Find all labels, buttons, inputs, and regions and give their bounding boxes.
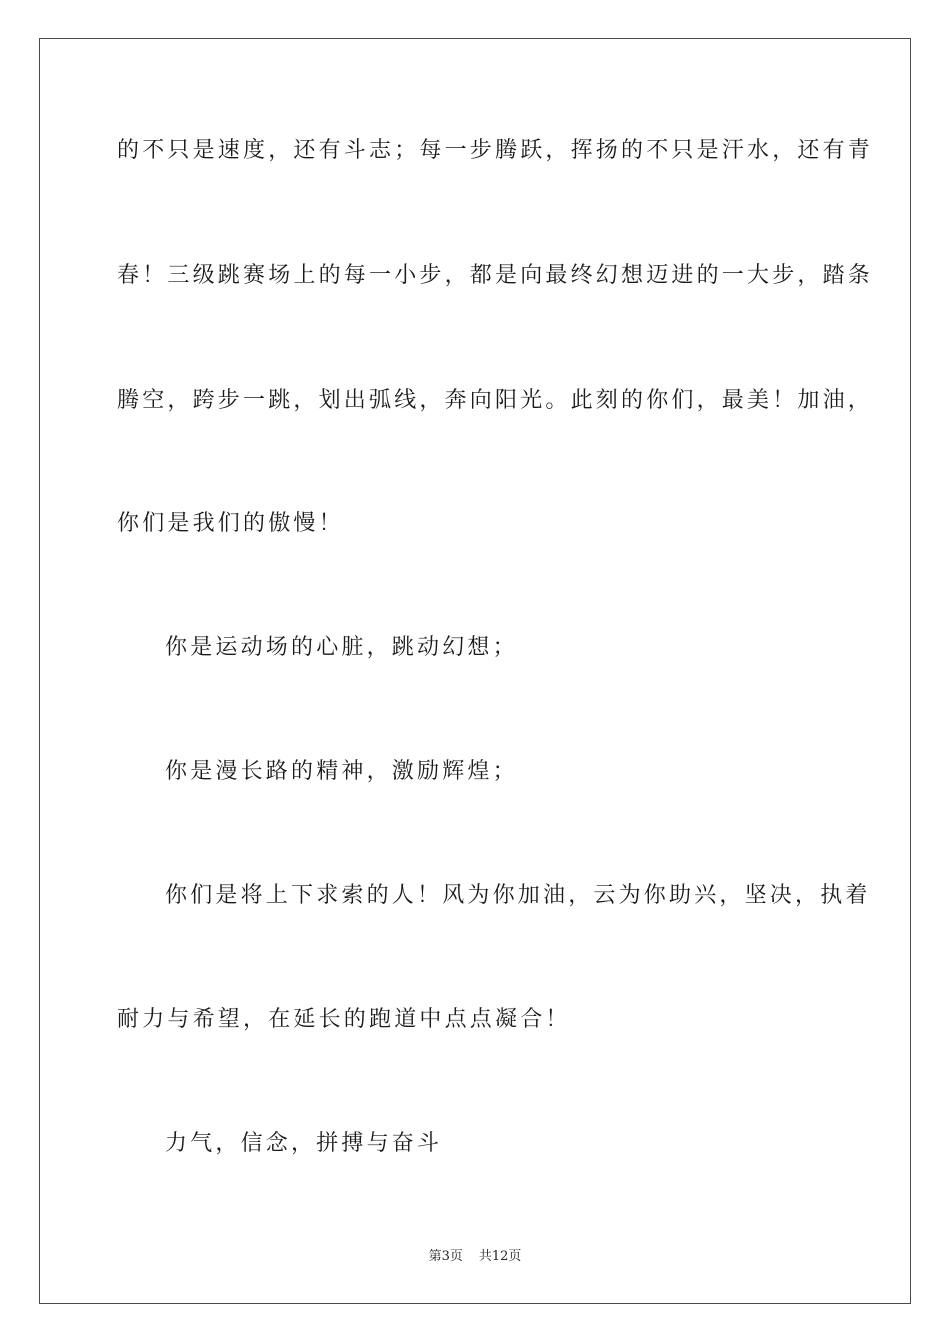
paragraph-line: 耐力与希望，在延长的跑道中点点凝合！ — [117, 1007, 571, 1032]
paragraph-line: 你是运动场的心脏，跳动幻想； — [165, 635, 518, 660]
page-footer — [0, 1248, 950, 1266]
page-number-total: 共12页 — [478, 1249, 522, 1264]
paragraph-line: 力气，信念，拼搏与奋斗 — [165, 1131, 443, 1156]
paragraph-line: 的不只是速度，还有斗志；每一步腾跃，挥扬的不只是汗水，还有青 — [117, 138, 874, 163]
page-border — [39, 38, 911, 1304]
paragraph-line: 你们是我们的傲慢！ — [117, 511, 344, 536]
paragraph-line: 春！三级跳赛场上的每一小步，都是向最终幻想迈进的一大步，踏条 — [117, 263, 874, 288]
paragraph-line: 腾空，跨步一跳，划出弧线，奔向阳光。此刻的你们，最美！加油， — [117, 388, 874, 413]
paragraph-line: 你们是将上下求索的人！风为你加油，云为你助兴，坚决，执着 — [165, 883, 871, 908]
paragraph-line: 你是漫长路的精神，激励辉煌； — [165, 759, 518, 784]
page-number-current: 第3页 — [428, 1249, 463, 1264]
